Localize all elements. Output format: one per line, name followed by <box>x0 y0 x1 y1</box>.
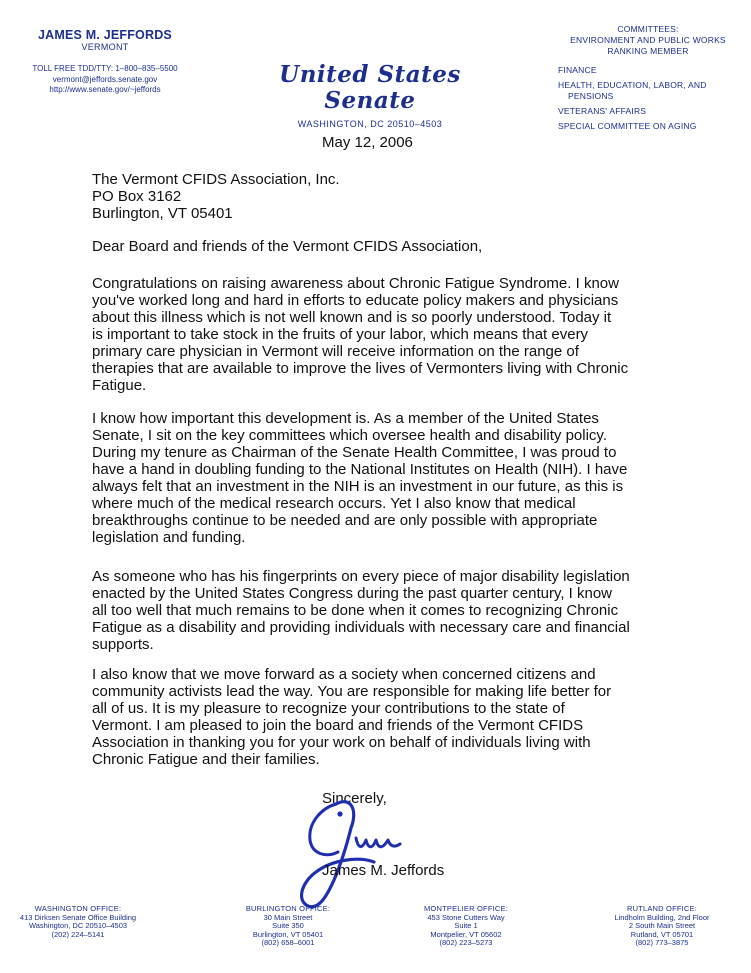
committee-veterans: VETERANS' AFFAIRS <box>558 106 647 116</box>
text-line: Chronic Fatigue and their families. <box>92 751 320 768</box>
text-line: I know how important this development is. As a member of the United States <box>92 410 599 427</box>
text-line: During my tenure as Chairman of the Senate Health Committee, I was proud to <box>92 444 617 461</box>
text-line: is important to take stock in the fruits of your labor, which means that every <box>92 326 589 343</box>
office-line: (802) 773–3875 <box>635 938 689 948</box>
office-title: RUTLAND OFFICE: <box>626 904 698 913</box>
text-line: therapies that are available to improve the lives of Vermonters living with Chronic <box>92 360 629 377</box>
committees-block <box>558 24 738 132</box>
paragraph-1 <box>92 275 662 394</box>
text-line: supports. <box>92 636 154 653</box>
office-montpelier <box>406 905 526 948</box>
text-line: all too well that much remains to be done when it comes to recognizing Chronic <box>92 602 619 619</box>
recipient-line: The Vermont CFIDS Association, Inc. <box>92 171 340 188</box>
committee-finance: FINANCE <box>558 65 597 75</box>
text-line: Fatigue as a disability and providing individuals with necessary care and financial <box>92 619 630 636</box>
office-line: Lindholm Building, 2nd Floor <box>614 912 710 922</box>
text-line: community activists lead the way. You are responsible for making life better for <box>92 683 612 700</box>
office-title: BURLINGTON OFFICE: <box>245 904 331 913</box>
text-line: where much of the medical research occurs. Yet I also know that medical <box>92 495 576 512</box>
senate-address: WASHINGTON, DC 20510–4503 <box>297 119 443 129</box>
office-line: (802) 658–6001 <box>261 938 315 948</box>
office-washington <box>8 905 148 939</box>
text-line: I also know that we move forward as a society when concerned citizens and <box>92 666 596 683</box>
text-line: about this illness which is not well known and is so poorly understood. Today it <box>92 309 612 326</box>
handwritten-signature <box>296 788 416 913</box>
text-line: always felt that an investment in the NIH is an investment in our future, as this is <box>92 478 624 495</box>
text-line: you've worked long and hard in efforts to educate policy makers and physicians <box>92 292 619 309</box>
office-title: WASHINGTON OFFICE: <box>34 904 122 913</box>
text-line: breakthroughs continue to be needed and are only possible with appropriate <box>92 512 598 529</box>
office-title: MONTPELIER OFFICE: <box>423 904 509 913</box>
paragraph-4 <box>92 666 662 768</box>
senate-title: United States Senate <box>279 61 461 114</box>
office-rutland <box>592 905 732 948</box>
text-line: primary care physician in Vermont will receive information on the range of <box>92 343 579 360</box>
office-line: (202) 224–5141 <box>51 929 105 939</box>
tdd-phone: TOLL FREE TDD/TTY: 1–800–835–5500 <box>32 64 178 73</box>
office-line: Washington, DC 20510–4503 <box>28 921 128 931</box>
committee-aging: SPECIAL COMMITTEE ON AGING <box>558 121 697 131</box>
contact-info <box>20 64 190 96</box>
senator-block <box>20 28 190 96</box>
text-line: Senate, I sit on the key committees which oversee health and disability policy. <box>92 427 607 444</box>
office-line: 413 Dirksen Senate Office Building <box>19 912 137 922</box>
text-line: have a hand in doubling funding to the National Institutes on Health (NIH). I have <box>92 461 628 478</box>
committee-help-cont: PENSIONS <box>568 91 614 101</box>
office-line: Rutland, VT 05701 <box>630 929 694 939</box>
letter-date: May 12, 2006 <box>322 134 413 151</box>
office-line: Burlington, VT 05401 <box>252 929 324 939</box>
text-line: Fatigue. <box>92 377 147 394</box>
paragraph-2 <box>92 410 662 546</box>
committee-epw-role: RANKING MEMBER <box>607 46 689 56</box>
office-line: (802) 223–5273 <box>439 938 493 948</box>
office-line: 2 South Main Street <box>628 921 696 931</box>
office-burlington <box>228 905 348 948</box>
office-line: Suite 350 <box>272 921 304 931</box>
senate-masthead <box>245 62 495 129</box>
senator-name: JAMES M. JEFFORDS <box>38 28 172 42</box>
text-line: enacted by the United States Congress during the past quarter century, I know <box>92 585 613 602</box>
senator-state: VERMONT <box>81 42 129 52</box>
paragraph-3 <box>92 568 662 653</box>
recipient-line: PO Box 3162 <box>92 188 182 205</box>
office-line: 453 Stone Cutters Way <box>427 912 505 922</box>
committees-heading: COMMITTEES: <box>617 24 679 34</box>
office-line: Suite 1 <box>454 921 478 931</box>
office-line: Montpelier, VT 05602 <box>430 929 502 939</box>
text-line: As someone who has his fingerprints on every piece of major disability legislation <box>92 568 630 585</box>
recipient-line: Burlington, VT 05401 <box>92 205 233 222</box>
text-line: Vermont. I am pleased to join the board and friends of the Vermont CFIDS <box>92 717 584 734</box>
text-line: all of us. It is my pleasure to recognize your contributions to the state of <box>92 700 565 717</box>
committee-help: HEALTH, EDUCATION, LABOR, AND <box>558 80 707 90</box>
website-url: http://www.senate.gov/~jeffords <box>49 85 161 94</box>
text-line: Congratulations on raising awareness about Chronic Fatigue Syndrome. I know <box>92 275 619 292</box>
recipient-address <box>92 171 340 222</box>
text-line: legislation and funding. <box>92 529 246 546</box>
committee-epw: ENVIRONMENT AND PUBLIC WORKS <box>570 35 726 45</box>
office-line: 30 Main Street <box>263 912 313 922</box>
signer-name: James M. Jeffords <box>322 862 445 879</box>
salutation: Dear Board and friends of the Vermont CFIDS Association, <box>92 238 483 255</box>
email-address: vermont@jeffords.senate.gov <box>52 74 158 84</box>
text-line: Association in thanking you for your work on behalf of individuals living with <box>92 734 591 751</box>
closing: Sincerely, <box>322 790 387 807</box>
